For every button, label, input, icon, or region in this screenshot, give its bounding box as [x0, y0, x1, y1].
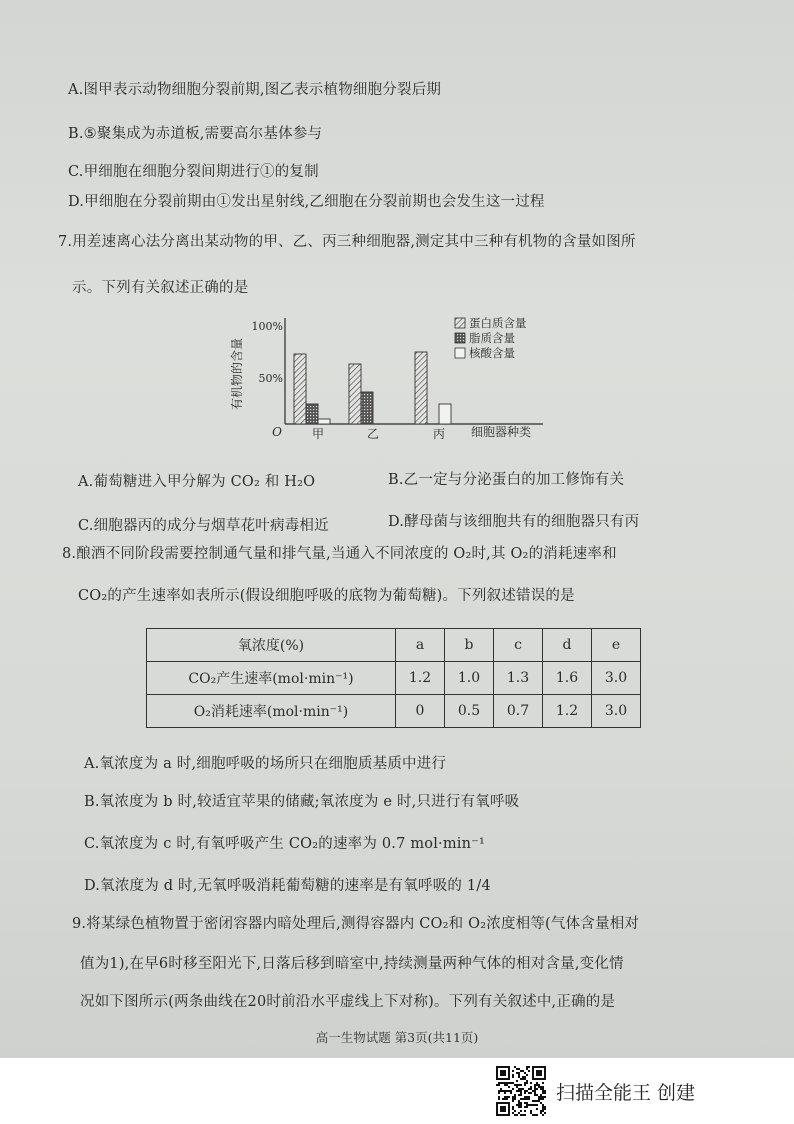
table-cell: 0 [396, 695, 445, 728]
oxygen-rate-table [146, 628, 641, 728]
chart-origin-label: O [272, 425, 282, 439]
legend-label: 蛋白质含量 [469, 316, 527, 330]
table-row-label: CO₂产生速率(mol·min⁻¹) [147, 662, 396, 695]
q6-option-d: D.甲细胞在分裂前期由①发出星射线,乙细胞在分裂前期也会发生这一过程 [68, 194, 545, 210]
page-footer: 高一生物试题 第3页(共11页) [315, 1030, 479, 1045]
x-category-label: 甲 [311, 427, 325, 441]
legend-swatch [455, 318, 465, 328]
table-cell: 1.0 [445, 662, 494, 695]
q7-option-d: D.酵母菌与该细胞共有的细胞器只有丙 [388, 514, 640, 530]
legend-label: 脂质含量 [469, 331, 515, 345]
bar-丙-核酸含量 [439, 404, 451, 424]
legend-swatch [455, 348, 465, 358]
q6-option-a: A.图甲表示动物细胞分裂前期,图乙表示植物细胞分裂后期 [68, 82, 442, 98]
table-header-row [147, 629, 641, 662]
table-row-label: O₂消耗速率(mol·min⁻¹) [147, 695, 396, 728]
q9-stem-line3: 况如下图所示(两条曲线在20时前沿水平虚线上下对称)。下列有关叙述中,正确的是 [80, 994, 616, 1010]
legend-label: 核酸含量 [469, 346, 515, 360]
table-col-header: b [445, 629, 494, 662]
bar-甲-核酸含量 [318, 419, 330, 424]
qr-code-icon [496, 1066, 546, 1116]
table-col-header: e [592, 629, 641, 662]
q8-stem-line2: CO₂的产生速率如表所示(假设细胞呼吸的底物为葡萄糖)。下列叙述错误的是 [78, 588, 575, 604]
q8-option-d: D.氧浓度为 d 时,无氧呼吸消耗葡萄糖的速率是有氧呼吸的 1/4 [84, 878, 491, 894]
bar-乙-蛋白质含量 [349, 364, 361, 424]
q8-option-a: A.氧浓度为 a 时,细胞呼吸的场所只在细胞质基质中进行 [84, 756, 447, 772]
q6-option-b: B.⑤聚集成为赤道板,需要高尔基体参与 [68, 126, 323, 142]
table-cell: 3.0 [592, 695, 641, 728]
q7-stem-line2: 示。下列有关叙述正确的是 [72, 280, 249, 296]
bar-甲-蛋白质含量 [294, 354, 306, 424]
table-cell: 1.3 [494, 662, 543, 695]
table-cell: 1.2 [543, 695, 592, 728]
table-row [147, 695, 641, 728]
table-cell: 3.0 [592, 662, 641, 695]
table-col-header: a [396, 629, 445, 662]
table-cell: 0.7 [494, 695, 543, 728]
chart-ytick-50: 50% [258, 372, 283, 385]
q6-option-c: C.甲细胞在细胞分裂间期进行①的复制 [68, 164, 319, 180]
table-col-header: d [543, 629, 592, 662]
q8-option-c: C.氧浓度为 c 时,有氧呼吸产生 CO₂的速率为 0.7 mol·min⁻¹ [84, 836, 486, 852]
organelle-bar-chart [225, 312, 555, 442]
x-category-label: 乙 [366, 427, 380, 441]
q7-stem-line1: 7.用差速离心法分离出某动物的甲、乙、丙三种细胞器,测定其中三种有机物的含量如图所 [58, 234, 636, 250]
q7-option-c: C.细胞器丙的成分与烟草花叶病毒相近 [78, 518, 329, 534]
x-category-label: 丙 [432, 427, 446, 441]
legend-swatch [455, 333, 465, 343]
bar-丙-蛋白质含量 [415, 352, 427, 424]
table-header-label: 氧浓度(%) [147, 629, 396, 662]
q8-stem-line1: 8.酿酒不同阶段需要控制通气量和排气量,当通入不同浓度的 O₂时,其 O₂的消耗速率和 [62, 546, 617, 562]
table-col-header: c [494, 629, 543, 662]
bar-甲-脂质含量 [306, 404, 318, 424]
q8-option-b: B.氧浓度为 b 时,较适宜苹果的储藏;氧浓度为 e 时,只进行有氧呼吸 [84, 794, 520, 810]
bar-乙-脂质含量 [361, 392, 373, 424]
table-cell: 1.6 [543, 662, 592, 695]
q9-stem-line2: 值为1),在早6时移至阳光下,日落后移到暗室中,持续测量两种气体的相对含量,变化情 [80, 956, 624, 972]
q7-option-a: A.葡萄糖进入甲分解为 CO₂ 和 H₂O [78, 474, 316, 490]
chart-ylabel: 有机物的含量 [230, 337, 244, 411]
chart-xlabel: 细胞器种类 [471, 425, 532, 439]
q9-stem-line1: 9.将某绿色植物置于密闭容器内暗处理后,测得容器内 CO₂和 O₂浓度相等(气体含量相对 [72, 916, 640, 932]
table-cell: 1.2 [396, 662, 445, 695]
scanner-watermark: 扫描全能王 创建 [556, 1082, 696, 1104]
q7-option-b: B.乙一定与分泌蛋白的加工修饰有关 [388, 472, 625, 488]
table-cell: 0.5 [445, 695, 494, 728]
chart-ytick-100: 100% [251, 320, 283, 333]
table-row [147, 662, 641, 695]
